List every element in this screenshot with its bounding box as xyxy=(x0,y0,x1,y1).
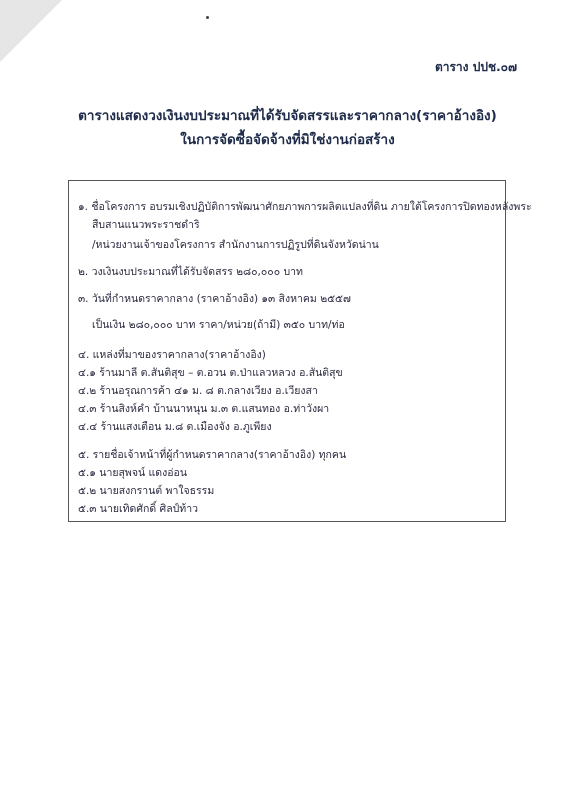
project-name-line: ๑. ชื่อโครงการ อบรมเชิงปฏิบัติการพัฒนาศักยภาพการผลิตแปลงที่ดิน ภายใต้โครงการปิดทองหลังพระ xyxy=(78,201,532,213)
price-source-item: ๔.๒ ร้านอรุณการค้า ๔๑ ม. ๘ ต.กลางเวียง อ.เวียงสา xyxy=(78,385,318,397)
price-source-heading: ๔. แหล่งที่มาของราคากลาง(ราคาอ้างอิง) xyxy=(78,349,266,361)
scan-speck xyxy=(206,16,209,19)
budget-line: ๒. วงเงินงบประมาณที่ได้รับจัดสรร ๒๘๐,๐๐๐ บาท xyxy=(78,266,303,278)
page-corner-fold xyxy=(0,0,62,62)
officials-heading: ๕. รายชื่อเจ้าหน้าที่ผู้กำหนดราคากลาง(ราคาอ้างอิง) ทุกคน xyxy=(78,449,347,461)
official-item: ๕.๒ นายสงกรานต์ พาใจธรรม xyxy=(78,485,215,497)
form-code: ตาราง ปปช.๐๗ xyxy=(434,60,517,74)
reference-date-line: ๓. วันที่กำหนดราคากลาง (ราคาอ้างอิง) ๑๓ สิงหาคม ๒๕๕๗ xyxy=(78,293,351,305)
project-name-cont: สืบสานแนวพระราชดำริ xyxy=(92,219,200,231)
price-source-item: ๔.๑ ร้านมาลี ต.สันติสุข – ต.อวน ต.ป่าแลวหลวง อ.สันติสุข xyxy=(78,367,343,379)
price-source-item: ๔.๔ ร้านแสงเตือน ม.๘ ต.เมืองจัง อ.ภูเพียง xyxy=(78,421,272,433)
official-item: ๕.๑ นายสุพจน์ แดงอ่อน xyxy=(78,467,188,479)
document-title: ตารางแสดงวงเงินงบประมาณที่ได้รับจัดสรรและราคากลาง(ราคาอ้างอิง) xyxy=(78,108,497,124)
amount-line: เป็นเงิน ๒๘๐,๐๐๐ บาท ราคา/หน่วย(ถ้ามี) ๓๕๐ บาท/ท่อ xyxy=(92,319,345,331)
document-subtitle: ในการจัดซื้อจัดจ้างที่มิใช่งานก่อสร้าง xyxy=(180,132,395,148)
project-owner-line: /หน่วยงานเจ้าของโครงการ สำนักงานการปฏิรูปที่ดินจังหวัดน่าน xyxy=(92,239,379,251)
official-item: ๕.๓ นายเทิดศักดิ์ ศิลป์ท้าว xyxy=(78,503,199,515)
price-source-item: ๔.๓ ร้านสิงห์คำ บ้านนาหนุน ม.๓ ต.แสนทอง อ.ท่าวังผา xyxy=(78,403,330,415)
